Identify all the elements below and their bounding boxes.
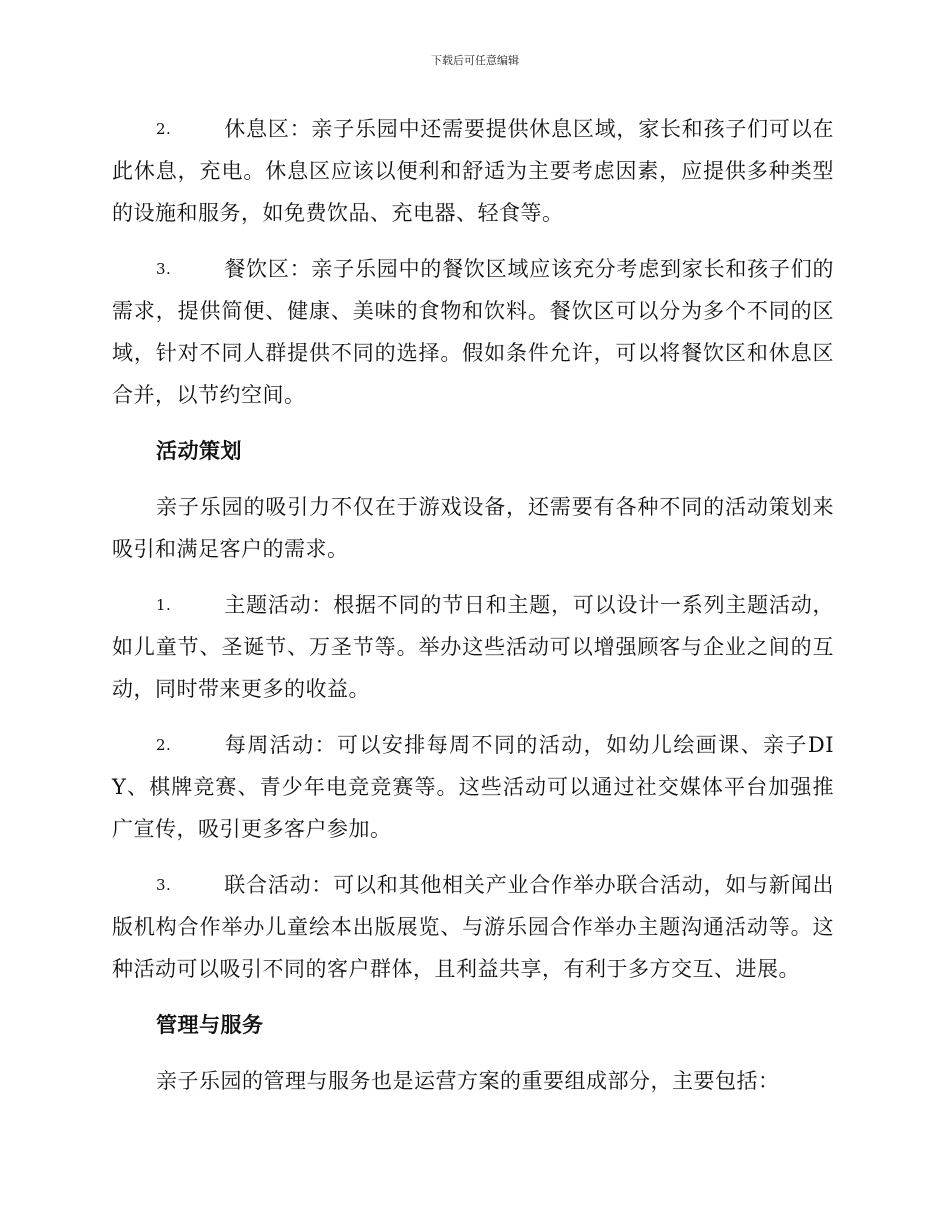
list-item-text: 每周活动：可以安排每周不同的活动，如幼儿绘画课、亲子DIY、棋牌竞赛、青少年电竞竞赛等。这些活动可以通过社交媒体平台加强推广宣传，吸引更多客户参加。: [112, 733, 834, 841]
list-item-text: 主题活动：根据不同的节日和主题，可以设计一系列主题活动，如儿童节、圣诞节、万圣节等。举办这些活动可以增强顾客与企业之间的互动，同时带来更多的收益。: [112, 593, 834, 701]
list-item-theme-activity: [112, 584, 834, 710]
section-heading-activity-planning: 活动策划: [156, 439, 242, 463]
page-header: 下载后可任意编辑: [431, 54, 519, 67]
list-item-text: 餐饮区：亲子乐园中的餐饮区域应该充分考虑到家长和孩子们的需求，提供简便、健康、美味的食物和饮料。餐饮区可以分为多个不同的区域，针对不同人群提供不同的选择。假如条件允许，可以将餐饮区和休息区合并，以节约空间。: [112, 257, 834, 407]
list-item-dining-area: [112, 248, 834, 416]
list-item-weekly-activity: [112, 724, 834, 850]
list-item-text: 休息区：亲子乐园中还需要提供休息区域，家长和孩子们可以在此休息，充电。休息区应该以便利和舒适为主要考虑因素，应提供多种类型的设施和服务，如免费饮品、充电器、轻食等。: [112, 117, 834, 225]
section-heading-management-service: 管理与服务: [156, 1013, 264, 1037]
list-number: 3.: [156, 876, 172, 894]
list-number: 2.: [156, 120, 172, 138]
list-item-rest-area: [112, 108, 834, 234]
list-number: 3.: [156, 260, 172, 278]
list-item-joint-activity: [112, 864, 834, 990]
list-item-text: 联合活动：可以和其他相关产业合作举办联合活动，如与新闻出版机构合作举办儿童绘本出版展览、与游乐园合作举办主题沟通活动等。这种活动可以吸引不同的客户群体，且利益共享，有利于多方交互、进展。: [112, 873, 834, 981]
list-number: 1.: [156, 596, 172, 614]
document-body: [112, 108, 834, 1102]
paragraph-activity-intro: 亲子乐园的吸引力不仅在于游戏设备，还需要有各种不同的活动策划来吸引和满足客户的需求。: [112, 495, 834, 561]
list-number: 2.: [156, 736, 172, 754]
paragraph-management-intro: 亲子乐园的管理与服务也是运营方案的重要组成部分，主要包括：: [156, 1069, 780, 1093]
